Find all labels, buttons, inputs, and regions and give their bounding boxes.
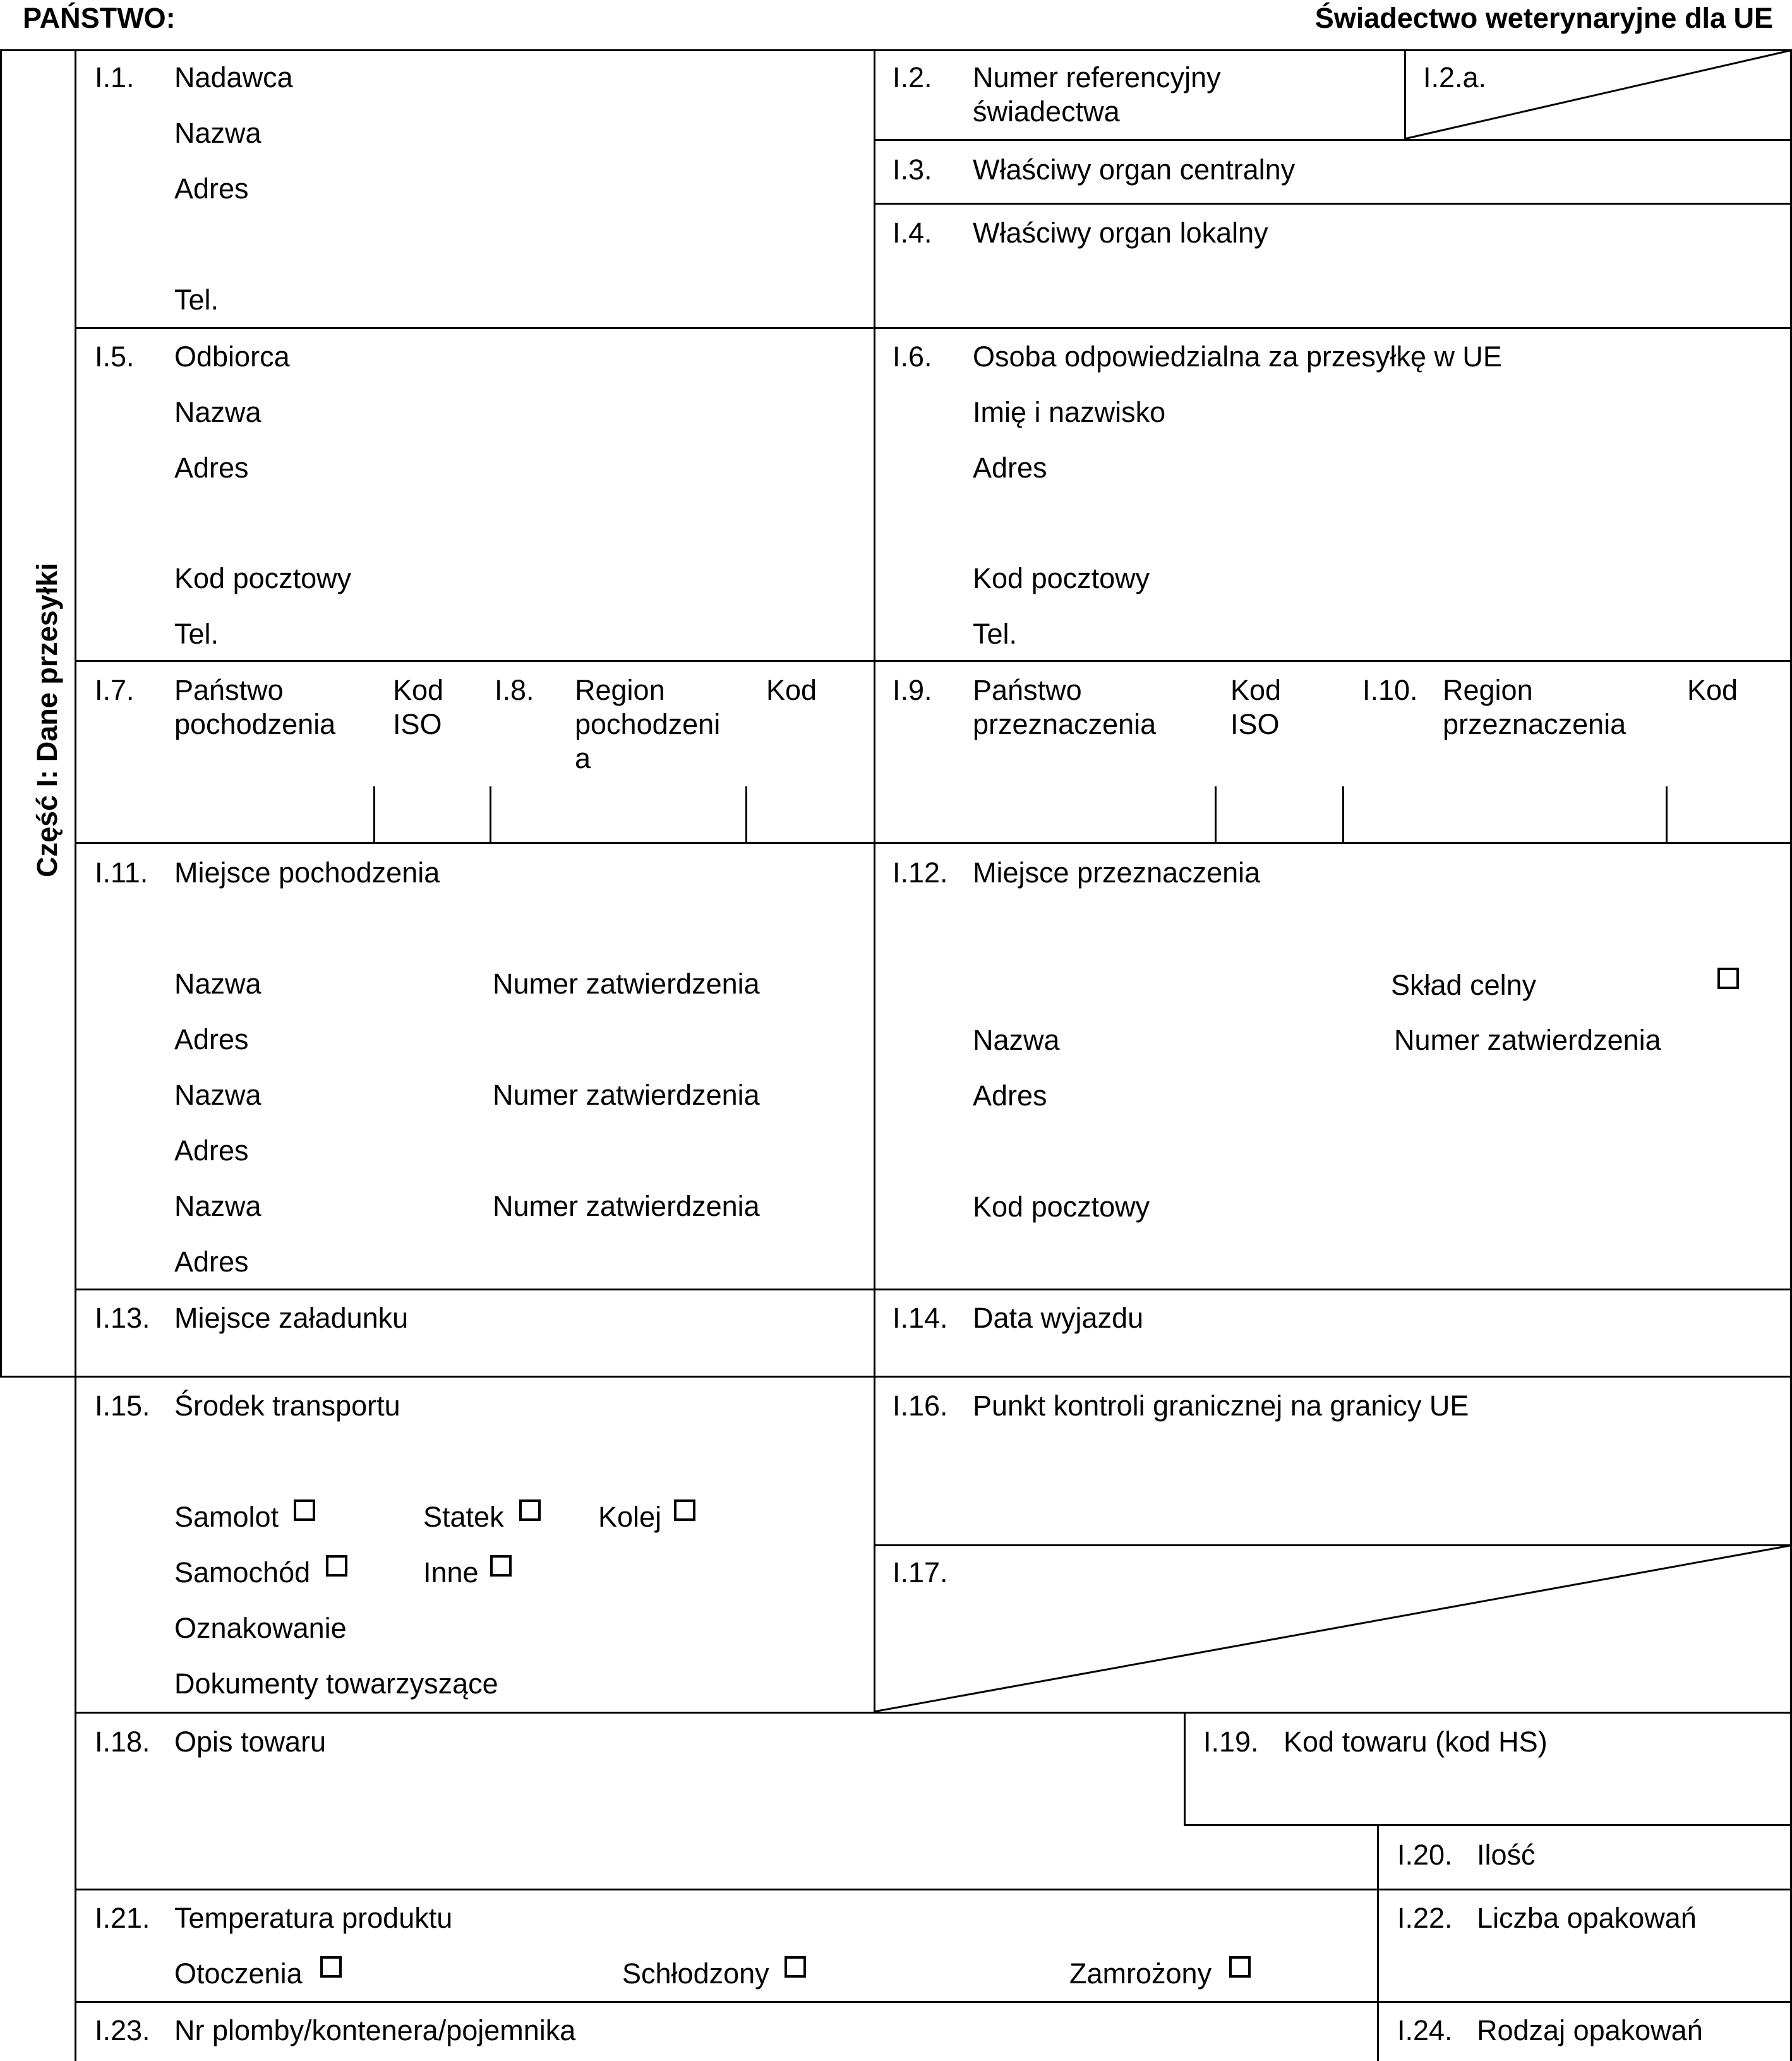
field-number: I.10.: [1362, 674, 1418, 706]
field-title-line1: Region: [1443, 674, 1533, 706]
other-label: Inne: [423, 1556, 479, 1589]
approval-number-label: Numer zatwierdzenia: [1394, 1024, 1661, 1056]
field-title: Właściwy organ lokalny: [973, 217, 1268, 249]
iso-code-label-line1: Kod: [393, 674, 444, 706]
chilled-label: Schłodzony: [622, 1957, 769, 1990]
field-title-line2: przeznaczenia: [1443, 708, 1627, 740]
field-number: I.13.: [95, 1302, 150, 1334]
ship-label: Statek: [423, 1501, 504, 1533]
field-title-line1: Państwo: [174, 674, 284, 706]
frozen-label: Zamrożony: [1069, 1957, 1212, 1990]
address-label: Adres: [174, 452, 249, 484]
approval-number-label: Numer zatwierdzenia: [493, 1079, 760, 1111]
field-number: I.7.: [95, 674, 135, 706]
road-vehicle-checkbox[interactable]: [326, 1555, 347, 1577]
aeroplane-label: Samolot: [174, 1501, 279, 1533]
code-label: Kod: [766, 674, 817, 706]
field-i17-number: I.17.: [893, 1556, 948, 1589]
iso-code-label-line2: ISO: [1230, 708, 1280, 740]
field-title: Właściwy organ centralny: [973, 153, 1296, 186]
field-title: Nr plomby/kontenera/pojemnika: [174, 2014, 576, 2046]
field-number: I.4.: [893, 217, 932, 249]
field-number: I.12.: [893, 856, 948, 889]
ambient-label: Otoczenia: [174, 1957, 303, 1990]
field-title: Miejsce pochodzenia: [174, 856, 440, 889]
field-title: Nadawca: [174, 61, 293, 93]
field-title-line2: przeznaczenia: [973, 708, 1157, 740]
phone-label: Tel.: [174, 618, 219, 650]
field-title: Ilość: [1477, 1839, 1536, 1871]
field-number: I.22.: [1397, 1902, 1453, 1934]
field-title-line2: pochodzenia: [174, 708, 336, 740]
railway-checkbox[interactable]: [674, 1499, 695, 1521]
address-label: Adres: [174, 1023, 249, 1055]
customs-warehouse-label: Skład celny: [1391, 969, 1537, 1001]
field-number: I.18.: [95, 1726, 150, 1758]
address-label: Adres: [973, 452, 1047, 484]
field-title: Środek transportu: [174, 1390, 400, 1422]
name-label: Nazwa: [973, 1024, 1060, 1056]
postcode-label: Kod pocztowy: [973, 1191, 1150, 1223]
name-label: Nazwa: [174, 117, 262, 149]
name-label: Nazwa: [174, 1079, 262, 1111]
field-number: I.15.: [95, 1390, 150, 1422]
field-title-line3: a: [575, 742, 591, 774]
railway-label: Kolej: [598, 1501, 662, 1533]
name-label: Nazwa: [174, 396, 262, 428]
field-number: I.2.: [893, 61, 932, 93]
phone-label: Tel.: [174, 284, 219, 316]
postcode-label: Kod pocztowy: [174, 562, 352, 594]
name-label: Imię i nazwisko: [973, 396, 1166, 428]
field-title: Temperatura produktu: [174, 1902, 453, 1934]
code-label: Kod: [1687, 674, 1738, 706]
frozen-checkbox[interactable]: [1229, 1956, 1251, 1978]
field-number: I.8.: [495, 674, 534, 706]
approval-number-label: Numer zatwierdzenia: [493, 968, 760, 1000]
name-label: Nazwa: [174, 1190, 262, 1222]
ship-checkbox[interactable]: [519, 1499, 541, 1521]
field-title-line1: Numer referencyjny: [973, 61, 1221, 93]
aeroplane-checkbox[interactable]: [294, 1499, 315, 1521]
field-number: I.6.: [893, 340, 932, 373]
field-title-line2: świadectwa: [973, 95, 1120, 128]
field-number: I.23.: [95, 2014, 150, 2046]
field-title: Punkt kontroli granicznej na granicy UE: [973, 1390, 1469, 1422]
field-title-line1: Państwo: [973, 674, 1082, 706]
identification-label: Oznakowanie: [174, 1612, 347, 1644]
address-label: Adres: [174, 172, 249, 205]
customs-warehouse-checkbox[interactable]: [1717, 968, 1739, 989]
documentary-references-label: Dokumenty towarzyszące: [174, 1667, 498, 1700]
field-number: I.19.: [1203, 1726, 1259, 1758]
field-number: I.9.: [893, 674, 932, 706]
field-number: I.16.: [893, 1390, 948, 1422]
postcode-label: Kod pocztowy: [973, 562, 1150, 594]
phone-label: Tel.: [973, 618, 1018, 650]
field-title: Miejsce załadunku: [174, 1302, 409, 1334]
field-number: I.5.: [95, 340, 135, 373]
address-label: Adres: [973, 1079, 1047, 1112]
country-label: PAŃSTWO:: [23, 2, 176, 34]
ambient-checkbox[interactable]: [320, 1956, 342, 1978]
section-side-label: Część I: Dane przesyłki: [31, 563, 63, 877]
road-vehicle-label: Samochód: [174, 1556, 311, 1589]
field-number: I.21.: [95, 1902, 150, 1934]
document-title: Świadectwo weterynaryjne dla UE: [1314, 2, 1773, 34]
field-i2a-number: I.2.a.: [1423, 61, 1487, 93]
field-title: Odbiorca: [174, 340, 290, 373]
field-number: I.24.: [1397, 2014, 1453, 2046]
address-label: Adres: [174, 1246, 249, 1278]
field-title: Liczba opakowań: [1477, 1902, 1697, 1934]
field-title: Opis towaru: [174, 1726, 327, 1758]
field-number: I.1.: [95, 61, 135, 93]
field-number: I.3.: [893, 153, 932, 186]
field-number: I.20.: [1397, 1839, 1453, 1871]
approval-number-label: Numer zatwierdzenia: [493, 1190, 760, 1222]
field-title: Rodzaj opakowań: [1477, 2014, 1703, 2046]
field-title: Miejsce przeznaczenia: [973, 856, 1261, 889]
field-number: I.14.: [893, 1302, 948, 1334]
field-title-line1: Region: [575, 674, 665, 706]
iso-code-label-line2: ISO: [393, 708, 442, 740]
field-title: Osoba odpowiedzialna za przesyłkę w UE: [973, 340, 1502, 373]
field-title: Data wyjazdu: [973, 1302, 1144, 1334]
address-label: Adres: [174, 1134, 249, 1167]
name-label: Nazwa: [174, 968, 262, 1000]
chilled-checkbox[interactable]: [785, 1956, 806, 1978]
field-number: I.11.: [95, 856, 148, 889]
iso-code-label-line1: Kod: [1230, 674, 1282, 706]
field-title-line2: pochodzeni: [575, 708, 721, 740]
other-checkbox[interactable]: [490, 1555, 512, 1577]
field-title: Kod towaru (kod HS): [1284, 1726, 1548, 1758]
